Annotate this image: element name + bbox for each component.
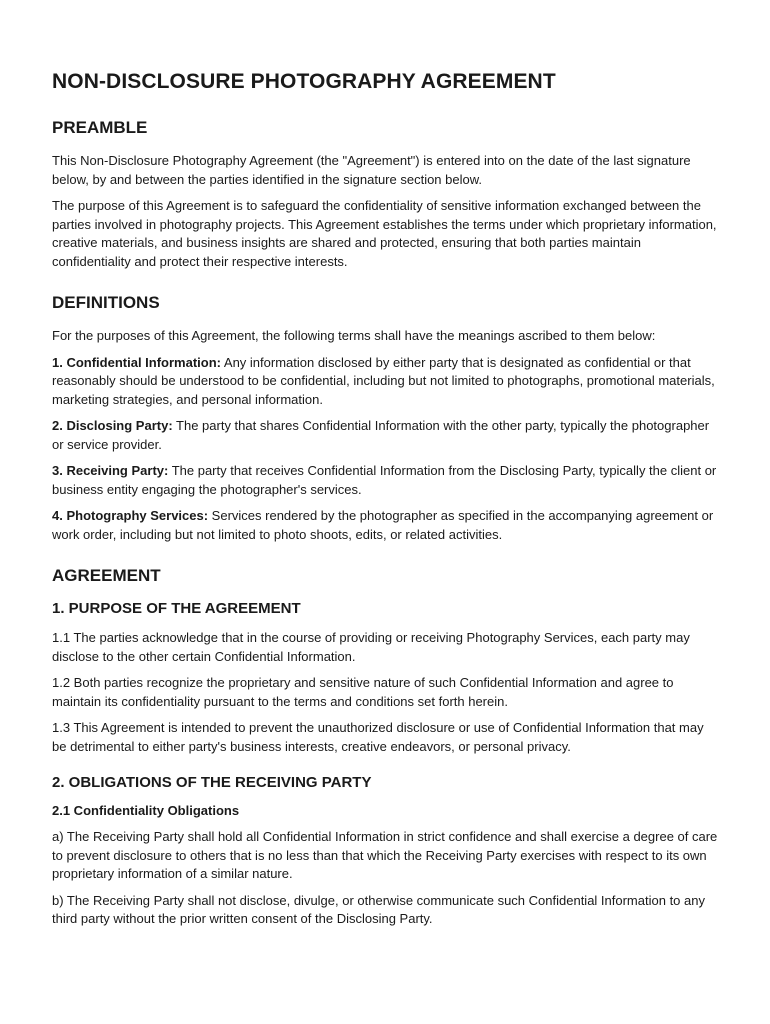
- definition-item: [52, 354, 718, 410]
- definition-text: The party that shares Confidential Information with the other party, typically the photographer or service provider.: [52, 418, 710, 452]
- definition-item: [52, 507, 718, 544]
- agreement-heading: AGREEMENT: [52, 566, 161, 585]
- confidentiality-obligations-subheading: 2.1 Confidentiality Obligations: [52, 803, 240, 818]
- definition-term: 2. Disclosing Party:: [52, 418, 173, 433]
- definition-item: [52, 462, 718, 499]
- purpose-subsection: [52, 600, 718, 756]
- purpose-clause-1-3: 1.3 This Agreement is intended to prevent the unauthorized disclosure or use of Confidential Information that may be detrimental to either party's business interests, creative endeavors, or personal privacy.: [52, 720, 704, 754]
- definitions-heading: DEFINITIONS: [52, 293, 160, 312]
- purpose-clause-1-1: 1.1 The parties acknowledge that in the course of providing or receiving Photography Services, each party may disclose to the other certain Confidential Information.: [52, 630, 690, 664]
- obligations-subsection: [52, 774, 718, 929]
- definition-term: 1. Confidential Information:: [52, 354, 221, 370]
- preamble-paragraph-1: This Non-Disclosure Photography Agreement (the "Agreement") is entered into on the date of the last signature below, by and between the parties identified in the signature section below.: [52, 153, 691, 187]
- definitions-intro: For the purposes of this Agreement, the following terms shall have the meanings ascribed to them below:: [52, 328, 656, 343]
- purpose-clause-1-2: 1.2 Both parties recognize the proprietary and sensitive nature of such Confidential Information and agree to maintain its confidentiality pursuant to the terms and conditions set forth herein.: [52, 675, 674, 709]
- definition-term: 3. Receiving Party:: [52, 463, 169, 478]
- definition-term: 4. Photography Services:: [52, 508, 209, 523]
- definition-text: Services rendered by the photographer as specified in the accompanying agreement or work order, including but not limited to photo shoots, edits, or related activities.: [52, 508, 714, 542]
- obligation-clause-b: b) The Receiving Party shall not disclose, divulge, or otherwise communicate such Confidential Information to any third party without the prior written consent of the Disclosing Party.: [52, 892, 705, 926]
- obligations-heading: 2. OBLIGATIONS OF THE RECEIVING PARTY: [52, 774, 372, 791]
- preamble-paragraph-2: The purpose of this Agreement is to safeguard the confidentiality of sensitive information exchanged between the parties involved in photography projects. This Agreement establishes the terms under which proprietary information, creative materials, and business insights are shared and protected, ensuring that both parties maintain confidentiality and protect their respective interests.: [52, 198, 717, 269]
- document-title: NON-DISCLOSURE PHOTOGRAPHY AGREEMENT: [52, 70, 556, 93]
- purpose-heading: 1. PURPOSE OF THE AGREEMENT: [52, 600, 301, 617]
- definition-text: Any information disclosed by either party that is designated as confidential or that reasonably should be understood to be confidential, including but not limited to photographs, promotional materials, marketing strategies, and personal information.: [52, 354, 715, 407]
- preamble-heading: PREAMBLE: [52, 118, 148, 137]
- definitions-section: [52, 293, 718, 544]
- definition-item: [52, 417, 718, 454]
- preamble-section: [52, 118, 718, 271]
- agreement-section: [52, 566, 718, 929]
- obligation-clause-a: a) The Receiving Party shall hold all Confidential Information in strict confidence and shall exercise a degree of care to prevent disclosure to others that is no less than that which the Receiving Party exercises with respect to its own proprietary information of a similar nature.: [52, 829, 718, 881]
- definition-text: The party that receives Confidential Information from the Disclosing Party, typically the client or business entity engaging the photographer's services.: [52, 463, 717, 497]
